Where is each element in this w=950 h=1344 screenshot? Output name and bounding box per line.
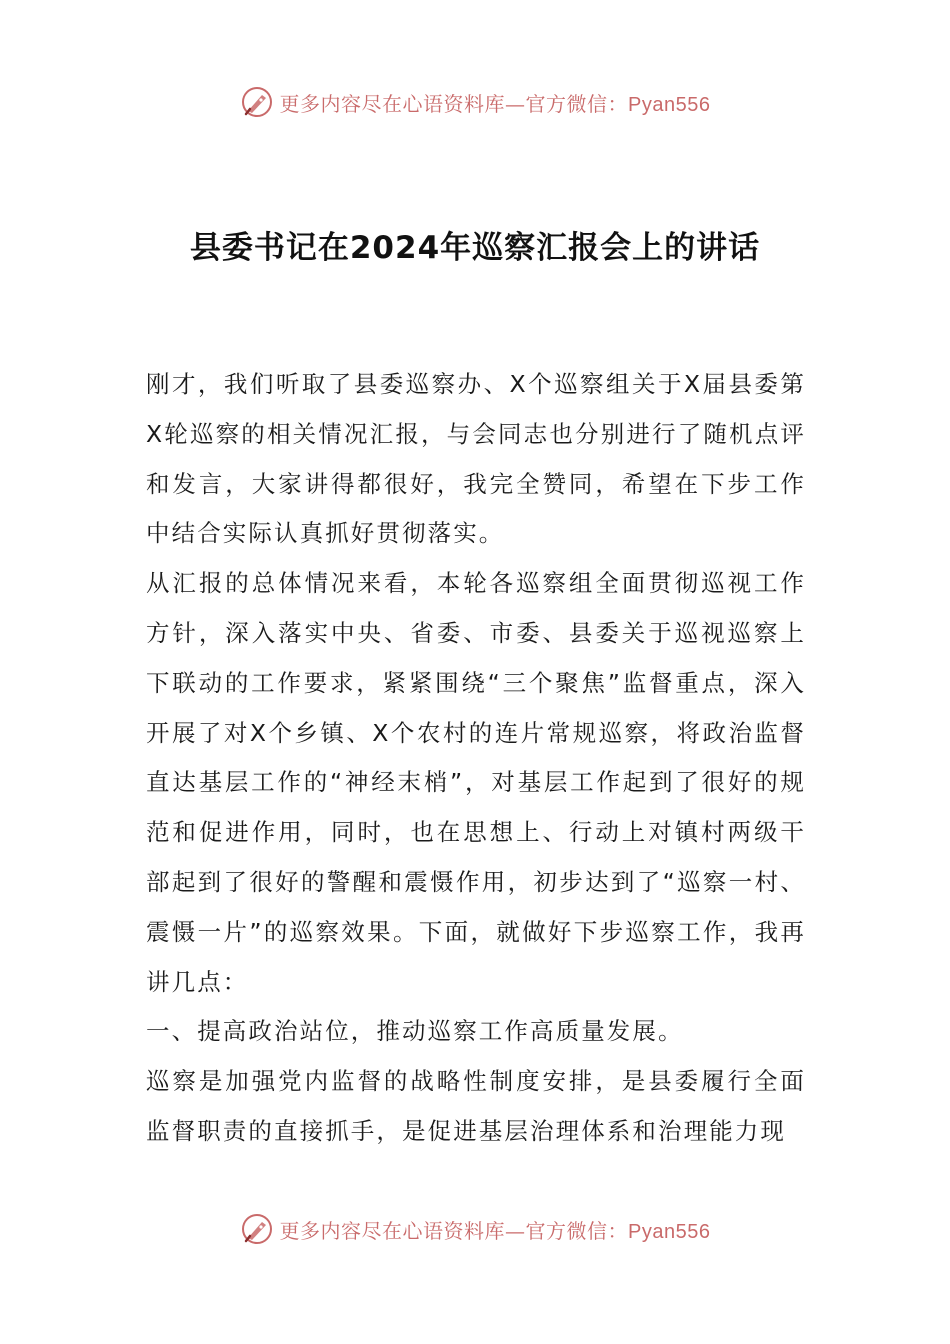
paragraph: 巡察是加强党内监督的战略性制度安排，是县委履行全面监督职责的直接抓手，是促进基层治理体系和治理能力现 [146, 1067, 806, 1145]
paragraph: 刚才，我们听取了县委巡察办、X个巡察组关于X届县委第X轮巡察的相关情况汇报，与会同志也分别进行了随机点评和发言，大家讲得都很好，我完全赞同，希望在下步工作中结合实际认真抓好贯彻落实。 [146, 370, 806, 548]
wechat-id: Pyan556 [628, 93, 711, 116]
section-heading: 一、提高政治站位，推动巡察工作高质量发展。 [146, 1017, 684, 1046]
header-banner [0, 80, 950, 124]
wechat-id: Pyan556 [628, 1220, 711, 1243]
pen-nib-logo-icon [240, 85, 274, 119]
banner-text: 更多内容尽在心语资料库—官方微信：Pyan556 [279, 91, 711, 116]
paragraph: 从汇报的总体情况来看，本轮各巡察组全面贯彻巡视工作方针，深入落实中央、省委、市委、县委关于巡视巡察上下联动的工作要求，紧紧围绕“三个聚焦”监督重点，深入开展了对X个乡镇、X个农村的连片常规巡察，将政治监督直达基层工作的“神经末梢”，对基层工作起到了很好的规范和促进作用，同时，也在思想上、行动上对镇村两级干部起到了很好的警醒和震慑作用，初步达到了“巡察一村、震慑一片”的巡察效果。下面，就做好下步巡察工作，我再讲几点： [146, 569, 806, 996]
document-body [146, 360, 806, 1157]
pen-nib-logo-icon [240, 1212, 274, 1246]
banner-text: 更多内容尽在心语资料库—官方微信：Pyan556 [279, 1218, 711, 1243]
footer-banner [0, 1207, 950, 1251]
document-title: 县委书记在2024年巡察汇报会上的讲话 [189, 230, 761, 266]
